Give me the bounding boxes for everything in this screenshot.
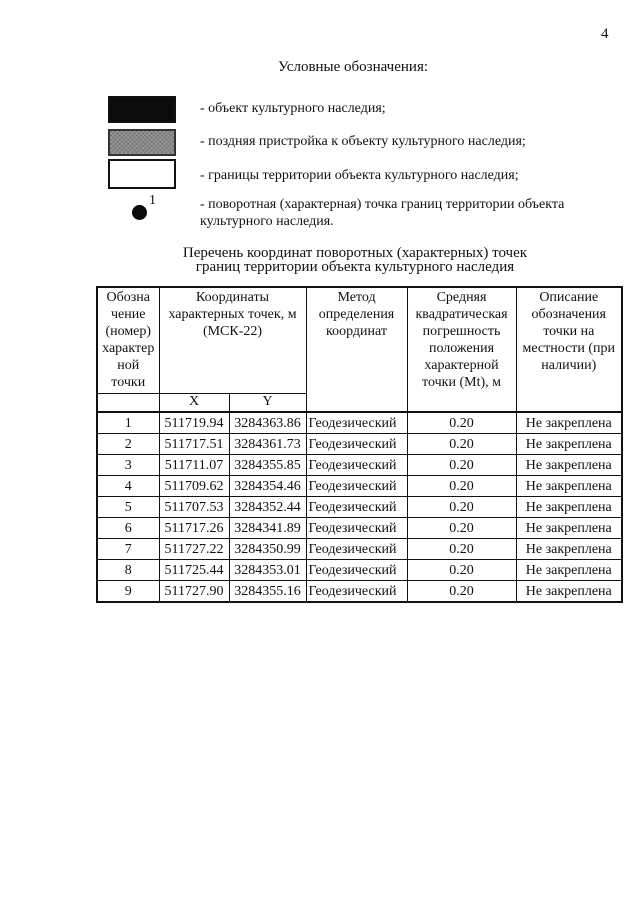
header-x: X — [159, 394, 229, 413]
boundary-swatch — [108, 159, 176, 189]
cell-y: 3284352.44 — [229, 497, 306, 518]
point-dot-icon — [132, 205, 147, 220]
cell-x: 511727.90 — [159, 581, 229, 603]
legend-title: Условные обозначения: — [277, 59, 429, 75]
cell-x: 511717.26 — [159, 518, 229, 539]
extension-swatch — [108, 129, 176, 156]
cell-point-number: 7 — [97, 539, 159, 560]
table-row — [97, 581, 622, 603]
point-marker-label: 1 — [149, 193, 156, 208]
header-error: Средняя квадратическая погрешность положения характерной точки (Mt), м — [407, 287, 516, 412]
cell-error: 0.20 — [407, 560, 516, 581]
cell-point-number: 9 — [97, 581, 159, 603]
cell-error: 0.20 — [407, 518, 516, 539]
cell-x: 511717.51 — [159, 434, 229, 455]
cell-x: 511725.44 — [159, 560, 229, 581]
cell-method: Геодезический — [306, 497, 407, 518]
header-y: Y — [229, 394, 306, 413]
cell-error: 0.20 — [407, 539, 516, 560]
cell-method: Геодезический — [306, 455, 407, 476]
legend-item-label: - границы территории объекта культурного наследия; — [200, 168, 519, 183]
header-coordinates: Координаты характерных точек, м (МСК-22) — [159, 287, 306, 394]
cell-point-number: 3 — [97, 455, 159, 476]
table-row — [97, 497, 622, 518]
turning-point-marker — [132, 193, 168, 224]
cell-error: 0.20 — [407, 497, 516, 518]
table-row — [97, 476, 622, 497]
table-row — [97, 434, 622, 455]
cell-y: 3284361.73 — [229, 434, 306, 455]
cell-method: Геодезический — [306, 412, 407, 434]
table-title-line-1: Перечень координат поворотных (характерных) точек — [182, 245, 528, 261]
table-row — [97, 518, 622, 539]
cell-x: 511719.94 — [159, 412, 229, 434]
cell-description: Не закреплена — [516, 518, 622, 539]
cell-method: Геодезический — [306, 434, 407, 455]
cell-description: Не закреплена — [516, 560, 622, 581]
cell-method: Геодезический — [306, 560, 407, 581]
table-row — [97, 412, 622, 434]
table-title-line-2: границ территории объекта культурного наследия — [195, 259, 515, 275]
legend-item-label: - поворотная (характерная) точка границ территории объекта культурного наследия. — [200, 197, 565, 229]
cell-method: Геодезический — [306, 476, 407, 497]
cell-y: 3284353.01 — [229, 560, 306, 581]
cell-point-number: 2 — [97, 434, 159, 455]
cell-method: Геодезический — [306, 539, 407, 560]
cell-description: Не закреплена — [516, 476, 622, 497]
cell-method: Геодезический — [306, 581, 407, 603]
cell-y: 3284355.16 — [229, 581, 306, 603]
cell-description: Не закреплена — [516, 581, 622, 603]
cell-error: 0.20 — [407, 476, 516, 497]
cell-point-number: 4 — [97, 476, 159, 497]
cell-y: 3284354.46 — [229, 476, 306, 497]
header-designation: Обозна чение (номер) характер ной точки — [97, 287, 159, 394]
cell-x: 511727.22 — [159, 539, 229, 560]
cell-y: 3284363.86 — [229, 412, 306, 434]
table-row — [97, 455, 622, 476]
coordinates-table — [96, 286, 623, 603]
object-swatch — [108, 96, 176, 123]
cell-point-number: 1 — [97, 412, 159, 434]
cell-error: 0.20 — [407, 434, 516, 455]
table-row — [97, 560, 622, 581]
header-method: Метод определения координат — [306, 287, 407, 412]
cell-x: 511711.07 — [159, 455, 229, 476]
cell-description: Не закреплена — [516, 497, 622, 518]
cell-description: Не закреплена — [516, 455, 622, 476]
header-designation-bottom — [97, 394, 159, 413]
cell-error: 0.20 — [407, 412, 516, 434]
cell-y: 3284350.99 — [229, 539, 306, 560]
legend-item-label: - объект культурного наследия; — [200, 101, 386, 116]
table-row — [97, 539, 622, 560]
table-title — [0, 246, 640, 274]
cell-x: 511707.53 — [159, 497, 229, 518]
legend-item-label: - поздняя пристройка к объекту культурного наследия; — [200, 134, 526, 149]
cell-point-number: 6 — [97, 518, 159, 539]
cell-description: Не закреплена — [516, 539, 622, 560]
cell-y: 3284341.89 — [229, 518, 306, 539]
cell-method: Геодезический — [306, 518, 407, 539]
page-number: 4 — [601, 26, 609, 42]
cell-x: 511709.62 — [159, 476, 229, 497]
cell-point-number: 5 — [97, 497, 159, 518]
cell-error: 0.20 — [407, 455, 516, 476]
cell-y: 3284355.85 — [229, 455, 306, 476]
cell-description: Не закреплена — [516, 434, 622, 455]
header-description: Описание обозначения точки на местности (при наличии) — [516, 287, 622, 412]
cell-description: Не закреплена — [516, 412, 622, 434]
cell-point-number: 8 — [97, 560, 159, 581]
cell-error: 0.20 — [407, 581, 516, 603]
